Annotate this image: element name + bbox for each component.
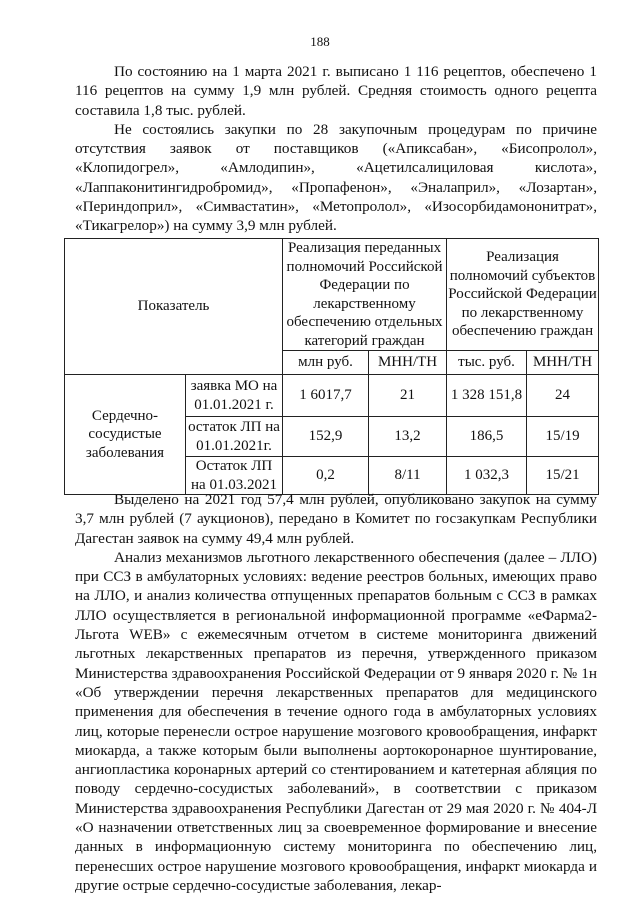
paragraph: По состоянию на 1 марта 2021 г. выписано 1 116 рецептов, обеспечено 1 116 рецептов на сумму 1,9 млн рублей. Средняя стоимость одного рецепта составила 1,8 тыс. рублей. — [75, 63, 597, 119]
table-cell: 24 — [527, 375, 599, 417]
paragraph: Не состоялись закупки по 28 закупочным процедурам по причине отсутствия заявок от поставщиков («Апиксабан», «Бисопролол», «Клопидогрел», «Амлодипин», «Ацетилсалициловая кислота», «Лаппаконитингидробромид», «Пропафенон», «Эналаприл», «Лозартан», «Периндоприл», «Симвастатин», «Метопролол», «Изосорбидамононитрат», «Тикагрелор») на сумму 3,9 млн рублей. — [75, 120, 597, 235]
row-group-label: Сердечно-сосудистые заболевания — [65, 375, 186, 495]
text-block-bottom — [75, 490, 597, 895]
text-block-top — [75, 62, 597, 236]
subheader-cell: МНН/ТН — [369, 351, 447, 375]
table-cell: 1 032,3 — [447, 457, 527, 495]
table-cell: 21 — [369, 375, 447, 417]
header-indicator: Показатель — [65, 239, 283, 375]
table-cell: 15/19 — [527, 417, 599, 457]
data-table — [64, 238, 599, 495]
table-cell: 186,5 — [447, 417, 527, 457]
header-regional: Реализация полномочий субъектов Российской Федерации по лекарственному обеспечению граждан — [447, 239, 599, 351]
table-cell: 15/21 — [527, 457, 599, 495]
row-label: Остаток ЛП на 01.03.2021 — [186, 457, 283, 495]
row-label: заявка МО на 01.01.2021 г. — [186, 375, 283, 417]
row-label: остаток ЛП на 01.01.2021г. — [186, 417, 283, 457]
table-cell: 8/11 — [369, 457, 447, 495]
subheader-cell: МНН/ТН — [527, 351, 599, 375]
page-number: 188 — [310, 34, 330, 49]
table-cell: 1 6017,7 — [283, 375, 369, 417]
paragraph: Анализ механизмов льготного лекарственного обеспечения (далее – ЛЛО) при ССЗ в амбулаторных условиях: ведение реестров больных, имеющих право на ЛЛО, и анализ количества отпущенных препаратов больным с ССЗ в рамках ЛЛО осуществляется в региональной информационной программе «еФарма2-Льгота WEB» с ежемесячным отчетом в системе мониторинга движений льготных лекарственных препаратов из перечня, утвержденного приказом Министерства здравоохранения Российской Федерации от 9 января 2020 г. № 1н «Об утверждении перечня лекарственных препаратов для медицинского применения для обеспечения в течение одного года в амбулаторных условиях лиц, которые перенесли острое нарушение мозгового кровообращения, инфаркт миокарда, а также которым были выполнены аортокоронарное шунтирование, ангиопластика коронарных артерий со стентированием и катетерная абляция по поводу сердечно-сосудистых заболеваний», в соответствии с приказом Министерства здравоохранения Республики Дагестан от 29 мая 2020 г. № 404-Л «О назначении ответственных лиц за своевременное формирование и внесение данных в информационную систему мониторинга по обеспечению лиц, перенесших острое нарушение мозгового кровообращения, инфаркт миокарда и другие острые сердечно-сосудистые заболевания, лекар- — [75, 548, 597, 894]
table-cell: 0,2 — [283, 457, 369, 495]
table-cell: 152,9 — [283, 417, 369, 457]
table-cell: 1 328 151,8 — [447, 375, 527, 417]
table-row — [65, 375, 599, 417]
subheader-cell: тыс. руб. — [447, 351, 527, 375]
table-cell: 13,2 — [369, 417, 447, 457]
table-header-row — [65, 239, 599, 351]
paragraph: Выделено на 2021 год 57,4 млн рублей, опубликовано закупок на сумму 3,7 млн рублей (7 аукционов), передано в Комитет по госзакупкам Республики Дагестан заявок на сумму 49,4 млн рублей. — [75, 491, 597, 547]
header-federal: Реализация переданных полномочий Российской Федерации по лекарственному обеспечению отдельных категорий граждан — [283, 239, 447, 351]
subheader-cell: млн руб. — [283, 351, 369, 375]
